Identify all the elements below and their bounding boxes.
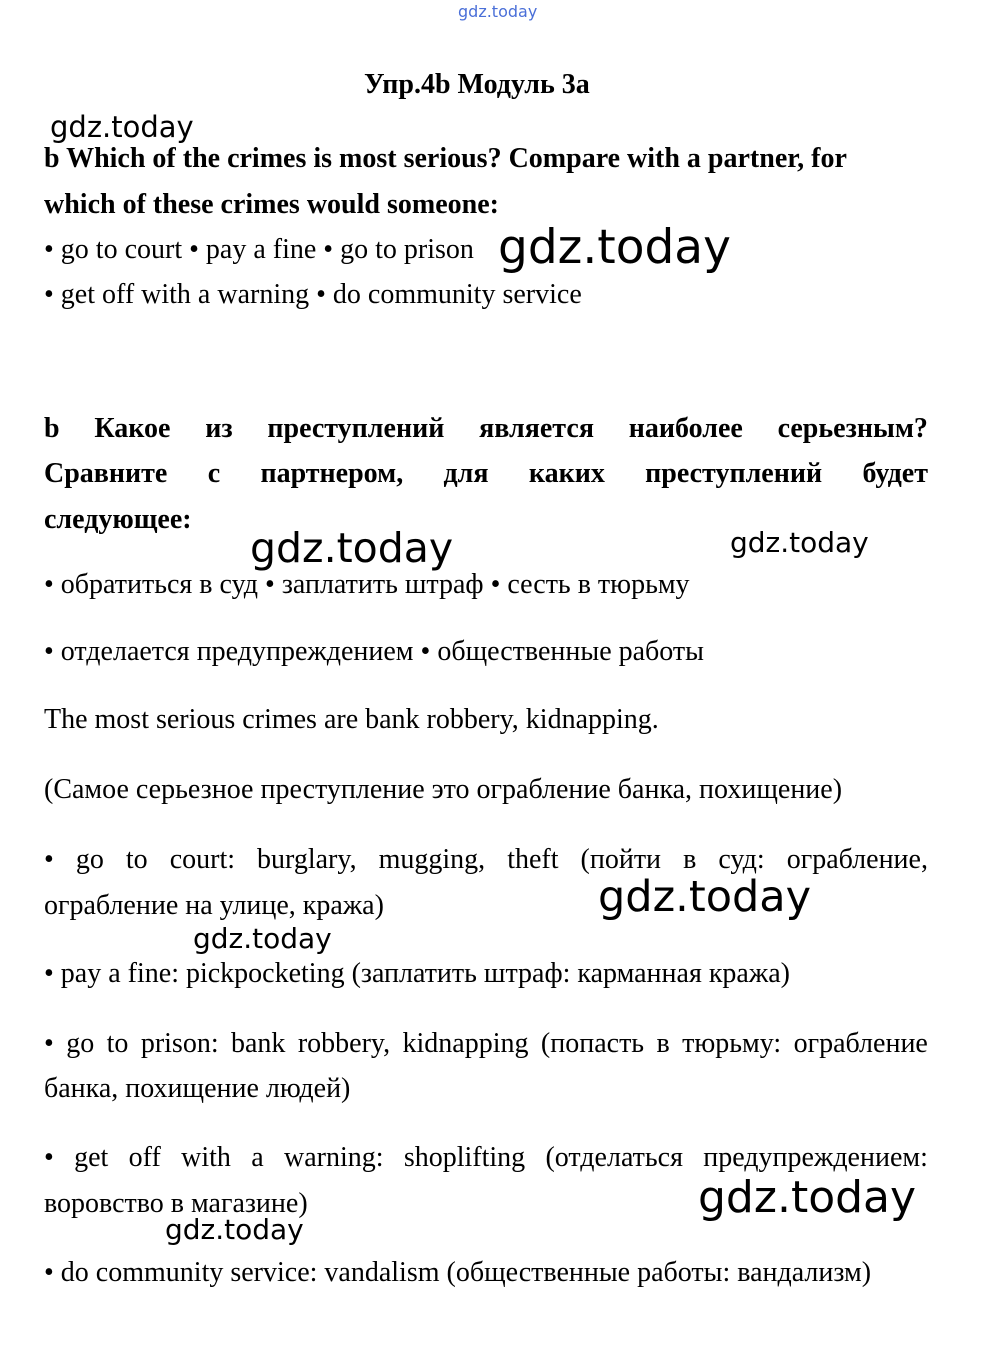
task-ru-line-3: следующее: xyxy=(44,504,192,535)
watermark: gdz.today xyxy=(250,524,454,572)
word: kidnapping xyxy=(402,1028,529,1059)
word: burglary, xyxy=(257,844,357,875)
answer-most-serious: The most serious crimes are bank robbery, kidnapping. xyxy=(44,704,659,735)
word: будет xyxy=(862,458,928,489)
page-title: Упр.4b Модуль 3a xyxy=(364,69,590,100)
task-en-line-2: which of these crimes would someone: xyxy=(44,189,499,220)
word: каких xyxy=(528,458,605,489)
word: prison: xyxy=(140,1028,219,1059)
watermark: gdz.today xyxy=(165,1213,304,1246)
word: (отделаться xyxy=(545,1142,683,1173)
watermark-top: gdz.today xyxy=(458,2,538,21)
watermark: gdz.today xyxy=(698,1172,917,1223)
word: court: xyxy=(169,844,235,875)
task-ru-line-1 xyxy=(44,412,928,446)
word: get xyxy=(74,1142,109,1173)
answer-court-line-2: ограбление на улице, кража) xyxy=(44,890,384,921)
word: преступлений xyxy=(267,413,445,444)
task-en-line-1: b Which of the crimes is most serious? Compare with a partner, for xyxy=(44,143,847,174)
watermark: gdz.today xyxy=(598,872,812,922)
word: robbery, xyxy=(297,1028,391,1059)
word: с xyxy=(207,458,221,489)
watermark: gdz.today xyxy=(730,526,869,559)
answer-prison-line-2: банка, похищение людей) xyxy=(44,1073,351,1104)
word: with xyxy=(181,1142,231,1173)
word: ограбление, xyxy=(786,844,928,875)
word: shoplifting xyxy=(403,1142,526,1173)
word: является xyxy=(479,413,594,444)
word: Какое xyxy=(94,413,171,444)
word: go xyxy=(75,844,104,875)
word: off xyxy=(128,1142,161,1173)
word: преступлений xyxy=(645,458,823,489)
word: партнером, xyxy=(260,458,404,489)
word: предупреждением: xyxy=(703,1142,928,1173)
word: Сравните xyxy=(44,458,168,489)
word: в xyxy=(656,1028,670,1059)
word: warning: xyxy=(283,1142,384,1173)
word: • xyxy=(44,1028,54,1059)
answer-community: • do community service: vandalism (общественные работы: вандализм) xyxy=(44,1257,872,1288)
word: в xyxy=(683,844,697,875)
task-en-bullets-2: • get off with a warning • do community service xyxy=(44,279,582,310)
word: ограбление xyxy=(793,1028,928,1059)
word: тюрьму: xyxy=(682,1028,782,1059)
word: mugging, xyxy=(378,844,486,875)
word: суд: xyxy=(718,844,765,875)
word: theft xyxy=(507,844,559,875)
word: (пойти xyxy=(580,844,662,875)
word: наиболее xyxy=(628,413,743,444)
answer-prison-line-1 xyxy=(44,1027,928,1061)
word: b xyxy=(44,413,60,444)
word: серьезным? xyxy=(777,413,928,444)
watermark: gdz.today xyxy=(193,922,332,955)
watermark: gdz.today xyxy=(50,110,194,144)
word: • xyxy=(44,1142,54,1173)
word: из xyxy=(205,413,233,444)
word: a xyxy=(251,1142,264,1173)
word: to xyxy=(125,844,148,875)
task-ru-bullets-1: • обратиться в суд • заплатить штраф • сесть в тюрьму xyxy=(44,569,690,600)
task-ru-line-2 xyxy=(44,457,928,491)
answer-warning-line-2: воровство в магазине) xyxy=(44,1188,308,1219)
word: для xyxy=(443,458,489,489)
task-en-bullets-1: • go to court • pay a fine • go to prison xyxy=(44,234,474,265)
answer-most-serious-ru: (Самое серьезное преступление это ограбление банка, похищение) xyxy=(44,774,843,805)
task-ru-bullets-2: • отделается предупреждением • общественные работы xyxy=(44,636,704,667)
answer-fine: • pay a fine: pickpocketing (заплатить штраф: карманная кража) xyxy=(44,958,790,989)
word: bank xyxy=(231,1028,286,1059)
answer-warning-line-1 xyxy=(44,1141,928,1175)
word: • xyxy=(44,844,54,875)
word: to xyxy=(106,1028,129,1059)
watermark: gdz.today xyxy=(498,220,731,275)
word: go xyxy=(66,1028,95,1059)
word: (попасть xyxy=(540,1028,645,1059)
